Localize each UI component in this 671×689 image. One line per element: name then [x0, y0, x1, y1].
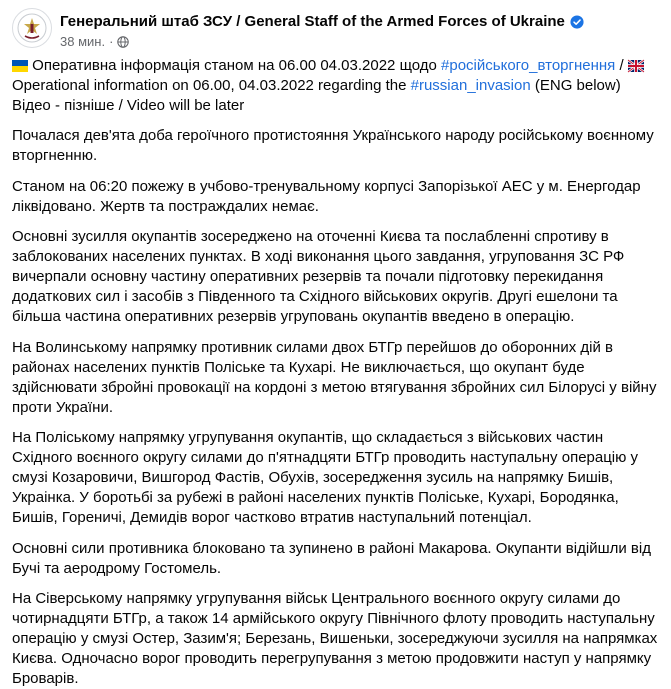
general-staff-emblem-icon	[16, 12, 48, 44]
post-paragraph: Основні сили противника блоковано та зупинено в районі Макарова. Окупанти відійшли від Бучі та аеродрому Гостомель.	[12, 539, 651, 577]
globe-icon[interactable]	[117, 36, 129, 48]
intro-text-en: Operational information on 06.00, 04.03.2022 regarding the	[12, 77, 411, 94]
verified-badge-icon	[570, 15, 584, 29]
hashtag-russian-invasion-ua[interactable]: #російського_вторгнення	[441, 57, 616, 74]
intro-separator: /	[615, 57, 628, 74]
hashtag-russian-invasion-en[interactable]: #russian_invasion	[410, 77, 531, 94]
post-paragraph: На Волинському напрямку противник силами двох БТГр перейшов до оборонних дій в районах населених пунктів Поліське та Кухарі. Не виключається, що окупант буде здійснювати збройні провокації на кордоні з метою втягування збройних сил Білорусі у війну проти України.	[12, 338, 657, 416]
post-intro	[12, 56, 659, 116]
post-content	[12, 56, 659, 689]
page-avatar[interactable]	[12, 8, 52, 48]
uk-flag-icon	[628, 60, 644, 72]
post-paragraph: На Сіверському напрямку угрупування військ Центрального воєнного округу силами до чотирнадцяти БТГр, а також 14 армійського округу Північного флоту проводить наступальну операцію у смузі Остер, Зазим'я; Березань, Вишеньки, зосереджуючи зусилля на напрямках Києва. Одночасно ворог проводить перегрупування з метою продовжити наступ у напрямку Броварів.	[12, 590, 658, 687]
post-paragraph: Станом на 06:20 пожежу в учбово-тренувальному корпусі Запорізької АЕС у м. Енергодар ліквідовано. Жертв та постраждалих немає.	[12, 177, 641, 215]
post-paragraph: Основні зусилля окупантів зосереджено на оточенні Києва та послабленні спротиву в заблокованих населених пунктах. В ході виконання цього завдання, угруповання ЗС РФ вичерпали основну частину оперативних резервів та почали підготовку перекидання додаткових сил і засобів з Південного та Східного військових округів. Другі ешелони та більша частина оперативних резервів угруповань окупантів введено в операцію.	[12, 228, 625, 325]
author-name[interactable]: Генеральний штаб ЗСУ / General Staff of the Armed Forces of Ukraine	[60, 13, 565, 30]
post-meta	[60, 34, 584, 50]
post-paragraph: На Поліському напрямку угрупування окупантів, що складається з військових частин Східного воєнного округу силами до п'ятнадцяти БТГр проводить наступальну операцію у смузі Козаровичи, Вишгород Фастів, Обухів, зосередження зусиль на напрямку Бишів, Украінка. У боротьбі за рубежі в районі населених пунктів Поліське, Кухарі, Бородянка, Бишів, Гореничі, Демидів ворог частково втратив наступальний потенціал.	[12, 429, 639, 526]
meta-separator: ·	[109, 34, 114, 49]
intro-eng-below: (ENG below)	[530, 77, 621, 94]
author-row	[60, 12, 584, 31]
post-paragraph: Почалася дев'ята доба героїчного протистояння Українського народу російському воєнному вторгненню.	[12, 127, 654, 164]
intro-video-note: Відео - пізніше / Video will be later	[12, 97, 245, 114]
post-header	[12, 0, 659, 56]
ukraine-flag-icon	[12, 60, 28, 72]
header-text	[60, 8, 584, 50]
intro-text-ua: Оперативна інформація станом на 06.00 04.03.2022 щодо	[32, 57, 442, 74]
post-timestamp[interactable]: 38 мин.	[60, 34, 106, 49]
